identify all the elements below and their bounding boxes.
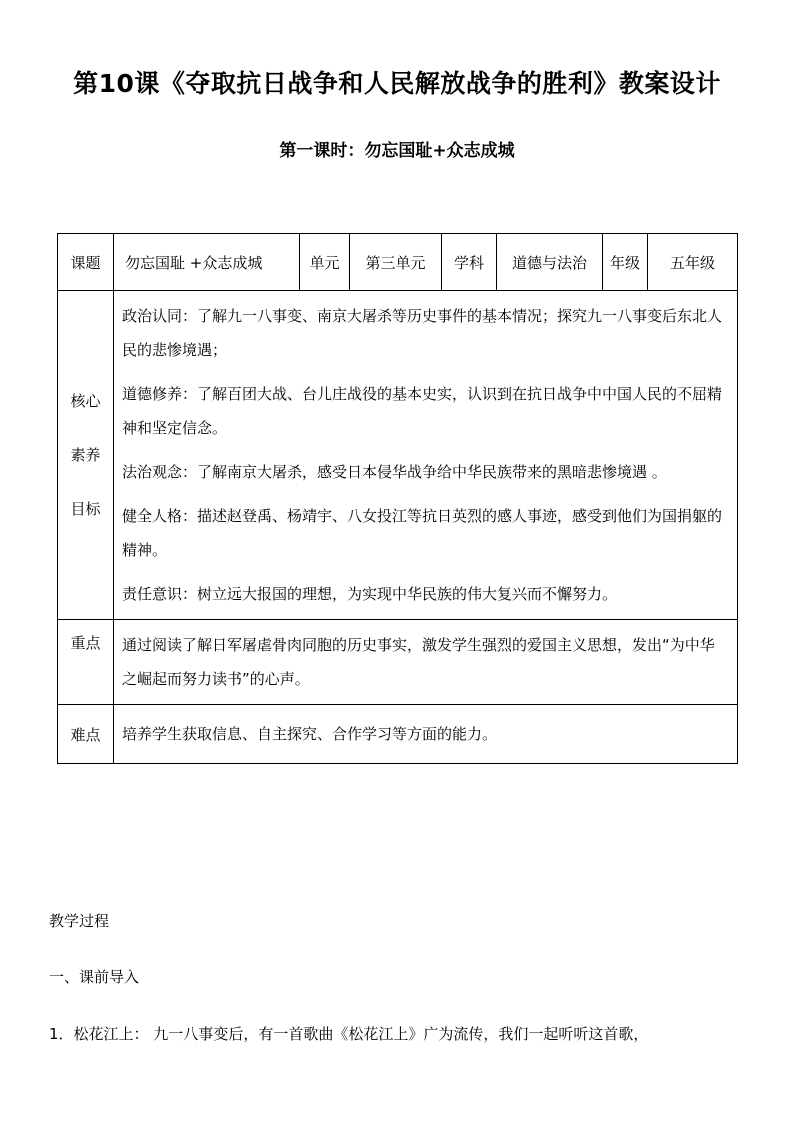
header-row [58,234,738,291]
core-label-line: 目标 [70,500,101,518]
difficult-text: 培养学生获取信息、自主探究、合作学习等方面的能力。 [122,725,498,743]
unit-value: 第三单元 [350,234,442,291]
topic-value: 勿忘国耻 +众志成城 [114,234,300,291]
difficult-label: 难点 [58,705,114,764]
core-item-responsibility: 责任意识：树立远大报国的理想，为实现中华民族的伟大复兴而不懈努力。 [122,585,618,603]
lesson-plan-table [57,233,738,764]
core-item-personality: 健全人格：描述赵登禹、杨靖宇、八女投江等抗日英烈的感人事迹，感受到他们为国捐躯的精神。 [122,507,723,559]
section-heading-intro: 一、课前导入 [49,968,140,986]
core-row [58,291,738,620]
grade-value: 五年级 [648,234,738,291]
key-label: 重点 [58,620,114,705]
subject-value: 道德与法治 [497,234,603,291]
core-label-line: 核心 [70,392,101,410]
key-content [114,620,738,705]
core-item-political: 政治认同：了解九一八事变、南京大屠杀等历史事件的基本情况；探究九一八事变后东北人民的悲惨境遇； [122,307,723,359]
topic-label: 课题 [58,234,114,291]
subject-label: 学科 [442,234,497,291]
core-item-moral: 道德修养：了解百团大战、台儿庄战役的基本史实，认识到在抗日战争中中国人民的不屈精神和坚定信念。 [122,385,723,437]
process-heading: 教学过程 [49,912,110,930]
core-content [114,291,738,620]
lesson-subtitle: 第一课时：勿忘国耻+众志成城 [279,141,515,161]
grade-label: 年级 [603,234,648,291]
unit-label: 单元 [300,234,350,291]
core-label-line: 素养 [70,446,101,464]
core-label [58,291,114,620]
core-item-law: 法治观念：了解南京大屠杀，感受日本侵华战争给中华民族带来的黑暗悲惨境遇 。 [122,463,667,481]
difficult-content [114,705,738,764]
key-row [58,620,738,705]
key-text: 通过阅读了解日军屠虐骨肉同胞的历史事实，激发学生强烈的爱国主义思想，发出“为中华之崛起而努力读书”的心声。 [122,636,715,688]
difficult-row [58,705,738,764]
page-title: 第10课《夺取抗日战争和人民解放战争的胜利》教案设计 [73,69,721,98]
process-item-1: 1．松花江上： 九一八事变后，有一首歌曲《松花江上》广为流传，我们一起听听这首歌， [49,1025,649,1043]
